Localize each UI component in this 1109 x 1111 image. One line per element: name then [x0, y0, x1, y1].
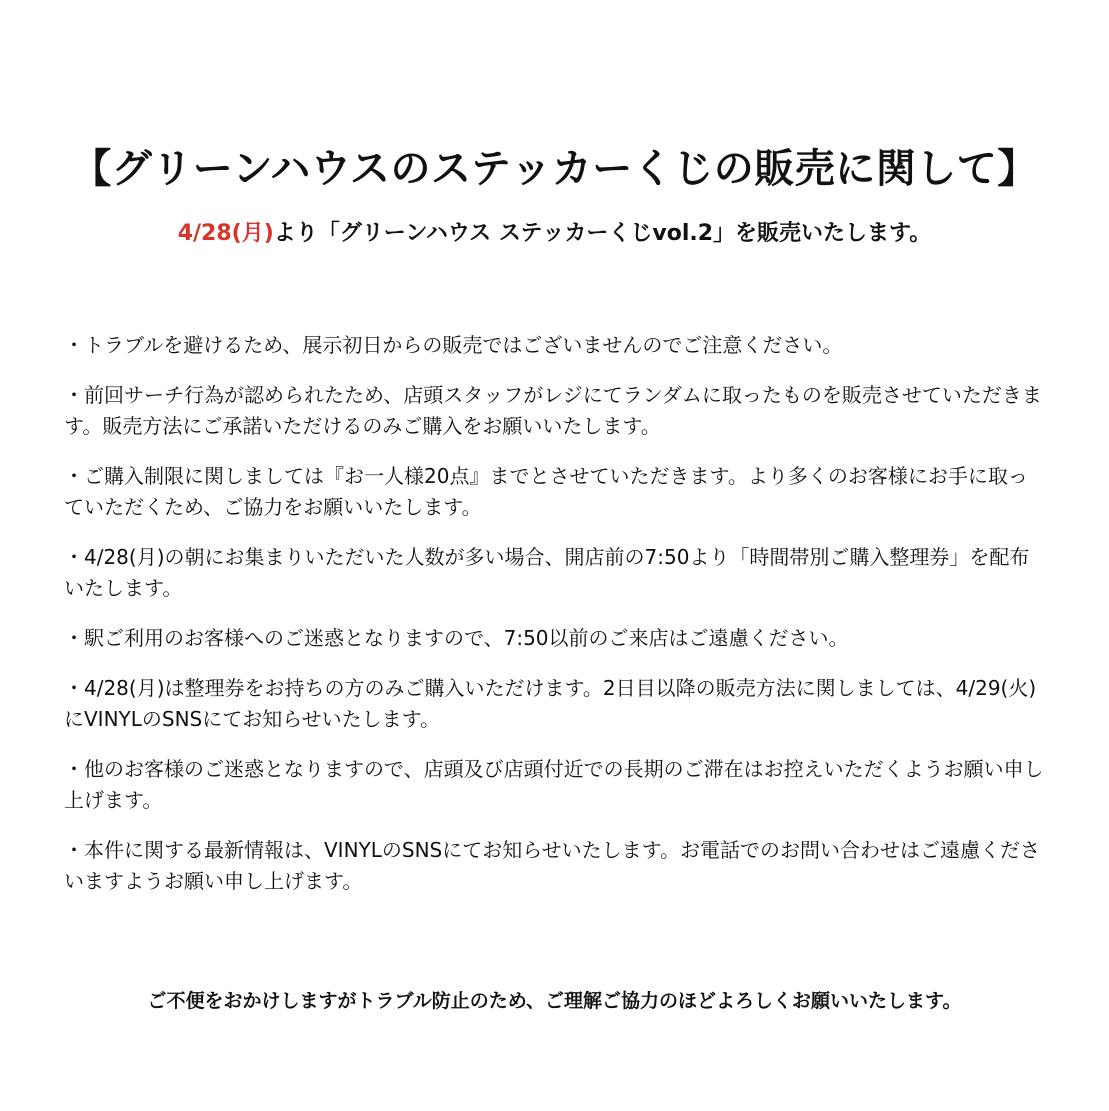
- notice-list: [64, 330, 1044, 916]
- notice-item: ・本件に関する最新情報は、VINYLのSNSにてお知らせいたします。お電話でのお問い合わせはご遠慮くださいますようお願い申し上げます。: [64, 838, 1041, 893]
- sale-announcement: [0, 218, 1109, 250]
- notice-item: ・ご購入制限に関しましては『お一人様20点』までとさせていただきます。より多くのお客様にお手に取っていただくため、ご協力をお願いいたします。: [64, 464, 1028, 519]
- notice-item: ・トラブルを避けるため、展示初日からの販売ではございませんのでご注意ください。: [64, 333, 843, 357]
- notice-item: ・4/28(月)は整理券をお持ちの方のみご購入いただけます。2日目以降の販売方法に関しましては、4/29(火)にVINYLのSNSにてお知らせいたします。: [64, 676, 1037, 731]
- sale-announcement-text: より「グリーンハウス ステッカーくじvol.2」を販売いたします。: [273, 221, 932, 246]
- notice-item: ・4/28(月)の朝にお集まりいただいた人数が多い場合、開店前の7:50より「時間帯別ご購入整理券」を配布いたします。: [64, 545, 1030, 600]
- page-title: 【グリーンハウスのステッカーくじの販売に関して】: [71, 145, 1038, 192]
- notice-item: ・他のお客様のご迷惑となりますので、店頭及び店頭付近での長期のご滞在はお控えいただくようお願い申し上げます。: [64, 757, 1044, 812]
- closing-message: ご不便をおかけしますがトラブル防止のため、ご理解ご協力のほどよろしくお願いいたします。: [147, 990, 962, 1012]
- notice-item: ・前回サーチ行為が認められたため、店頭スタッフがレジにてランダムに取ったものを販売させていただきます。販売方法にご承諾いただけるのみご購入をお願いいたします。: [64, 383, 1042, 438]
- sale-date: 4/28(月): [177, 221, 274, 246]
- notice-item: ・駅ご利用のお客様へのご迷惑となりますので、7:50以前のご来店はご遠慮ください。: [64, 626, 849, 650]
